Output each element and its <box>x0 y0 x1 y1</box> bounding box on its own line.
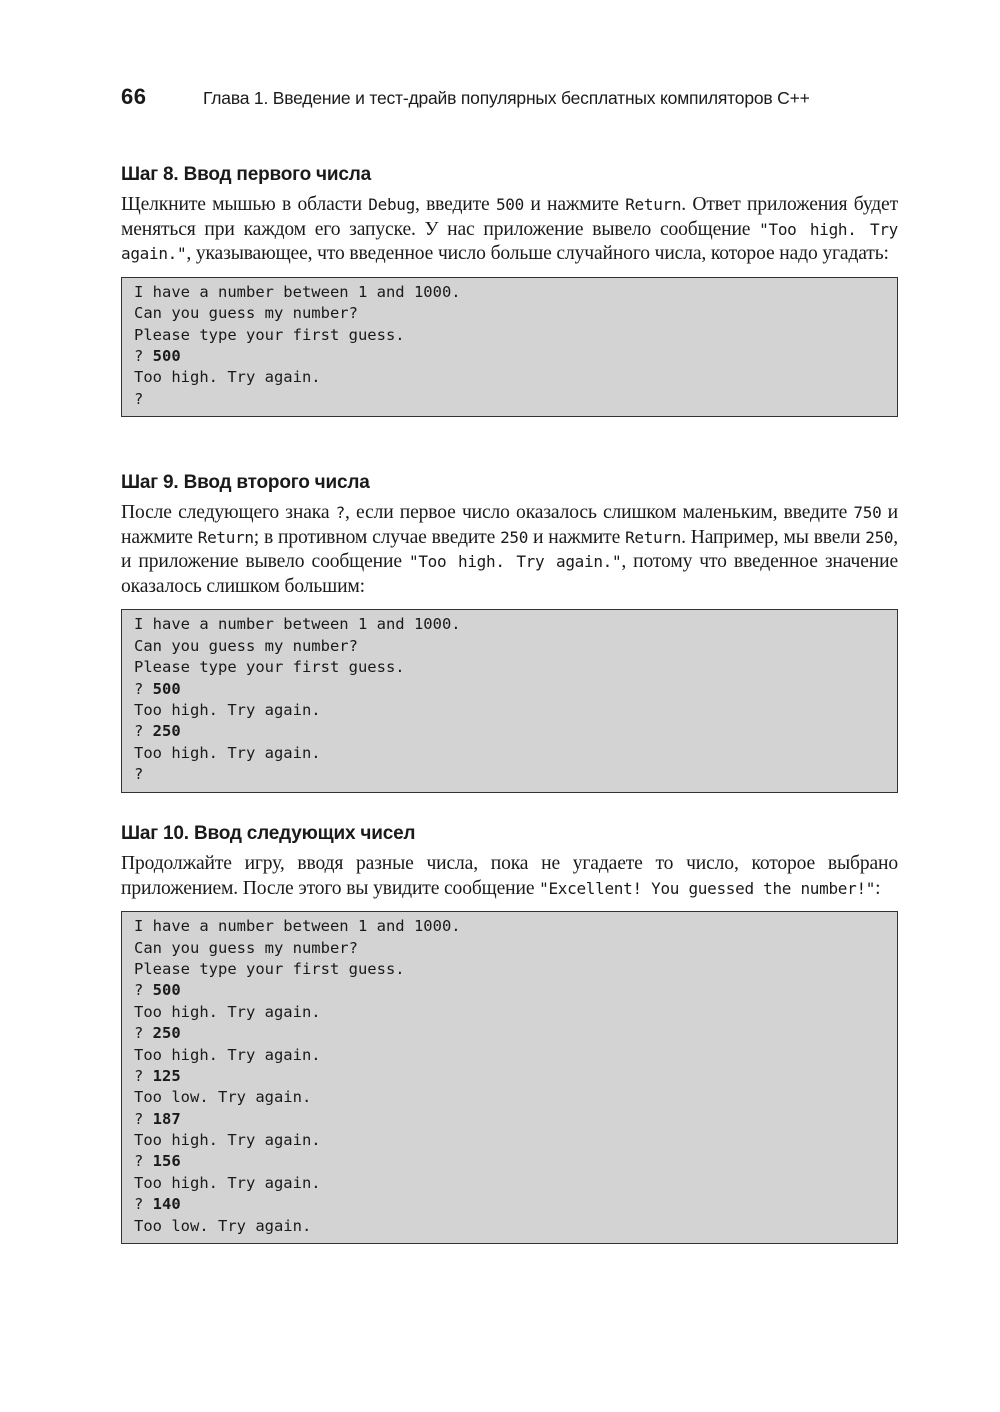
console-text: ? <box>134 1066 153 1085</box>
console-text: ? <box>134 1152 153 1171</box>
console-user-input: 500 <box>152 981 181 1000</box>
console-line <box>134 1151 885 1172</box>
console-text: Can you guess my number? <box>134 938 358 957</box>
console-text: Too high. Try again. <box>134 700 321 719</box>
step-paragraph <box>121 193 898 267</box>
paragraph-text: , если первое число оказалось слишком маленьким, введите <box>344 502 854 523</box>
console-user-input: 125 <box>152 1066 181 1085</box>
page-header <box>121 84 898 120</box>
inline-code: "Excellent! You guessed the number!" <box>539 878 876 898</box>
step-10-section <box>121 819 898 1244</box>
console-user-input: 140 <box>152 1195 181 1214</box>
console-text: ? <box>134 1109 153 1128</box>
inline-code: "Too high. Try again." <box>121 219 898 264</box>
console-line <box>134 679 885 700</box>
page-number: 66 <box>121 84 147 109</box>
console-text: Too high. Try again. <box>134 368 321 387</box>
step-title: Шаг 8. Ввод первого числа <box>121 164 371 185</box>
console-text: ? <box>134 1195 153 1214</box>
console-line <box>134 657 885 678</box>
console-text: ? <box>134 346 153 365</box>
paragraph-text: , указывающее, что введенное число больше случайного числа, которое надо угадать: <box>186 243 889 265</box>
console-text: Can you guess my number? <box>134 636 358 655</box>
paragraph-text: После следующего знака <box>121 502 336 523</box>
paragraph-text: , и приложение вывело сообщение <box>121 526 898 573</box>
console-text: I have a number between 1 and 1000. <box>134 917 461 936</box>
console-line <box>134 1130 885 1151</box>
console-line <box>134 1066 885 1087</box>
inline-code: 250 <box>865 527 894 547</box>
console-text: Too low. Try again. <box>134 1088 312 1107</box>
console-text: ? <box>134 765 144 784</box>
console-text: Please type your first guess. <box>134 658 405 677</box>
console-line <box>134 1023 885 1044</box>
inline-code: "Too high. Try again." <box>408 552 622 572</box>
book-page <box>121 84 899 1235</box>
console-line <box>134 1087 885 1108</box>
console-line <box>134 743 885 764</box>
console-text: Can you guess my number? <box>134 304 358 323</box>
step-title: Шаг 9. Ввод второго числа <box>121 472 370 493</box>
inline-code: 500 <box>495 195 524 214</box>
console-line <box>134 1173 885 1194</box>
paragraph-text: . Ответ приложения будет меняться при каждом его запуске. У нас приложение вывело сообщение <box>121 194 899 240</box>
console-line <box>134 1216 885 1237</box>
console-line <box>134 764 885 785</box>
inline-code: 750 <box>853 503 882 522</box>
console-output <box>121 609 898 792</box>
console-line <box>134 367 885 388</box>
console-user-input: 500 <box>152 346 181 365</box>
console-line <box>134 1194 885 1215</box>
console-user-input: 187 <box>152 1109 181 1128</box>
paragraph-text: и нажмите <box>523 194 626 215</box>
paragraph-text: , введите <box>414 194 496 215</box>
running-title: Глава 1. Введение и тест-драйв популярных бесплатных компиляторов С++ <box>203 88 810 108</box>
console-line <box>134 700 885 721</box>
inline-code: Debug <box>368 195 415 214</box>
console-text: Too high. Try again. <box>134 1002 321 1021</box>
console-line <box>134 389 885 410</box>
console-text: I have a number between 1 and 1000. <box>134 615 461 634</box>
console-line <box>134 721 885 742</box>
console-line <box>134 614 885 635</box>
console-text: ? <box>134 1024 153 1043</box>
console-user-input: 250 <box>152 722 181 741</box>
console-text: Too high. Try again. <box>134 1173 321 1192</box>
console-text: ? <box>134 981 153 1000</box>
step-paragraph <box>121 852 898 901</box>
paragraph-text: : <box>875 877 881 899</box>
console-line <box>134 959 885 980</box>
console-text: I have a number between 1 and 1000. <box>134 282 461 301</box>
console-line <box>134 1045 885 1066</box>
inline-code: Return <box>625 195 682 214</box>
inline-code: ? <box>335 503 345 522</box>
console-text: Please type your first guess. <box>134 959 405 978</box>
step-title: Шаг 10. Ввод следующих чисел <box>121 823 416 844</box>
console-text: ? <box>134 679 153 698</box>
paragraph-text: и нажмите <box>121 502 898 548</box>
console-user-input: 156 <box>152 1152 181 1171</box>
console-line <box>134 980 885 1001</box>
console-text: Too high. Try again. <box>134 1045 321 1064</box>
inline-code: 250 <box>500 527 529 547</box>
console-text: Too high. Try again. <box>134 743 321 762</box>
console-text: Too high. Try again. <box>134 1131 321 1150</box>
paragraph-text: Продолжайте игру, вводя разные числа, пока не угадаете то число, которое выбрано приложением. После этого вы увидите сообщение <box>121 853 898 899</box>
console-line <box>134 325 885 346</box>
console-text: ? <box>134 722 153 741</box>
inline-code: Return <box>197 527 254 547</box>
console-text: ? <box>134 389 144 408</box>
console-line <box>134 282 885 303</box>
console-line <box>134 916 885 937</box>
paragraph-text: , потому что введенное значение оказалось слишком большим: <box>121 551 898 597</box>
step-9-section <box>121 468 898 793</box>
paragraph-text: ; в противном случае введите <box>253 526 501 548</box>
console-line <box>134 1109 885 1130</box>
console-output <box>121 911 898 1244</box>
console-line <box>134 636 885 657</box>
paragraph-text: Щелкните мышью в области <box>121 194 369 215</box>
console-text: Please type your first guess. <box>134 325 405 344</box>
console-line <box>134 938 885 959</box>
console-text: Too low. Try again. <box>134 1216 312 1235</box>
console-line <box>134 346 885 367</box>
inline-code: Return <box>625 527 682 547</box>
console-line <box>134 303 885 324</box>
paragraph-text: . Например, мы ввели <box>681 526 866 548</box>
console-line <box>134 1002 885 1023</box>
step-8-section <box>121 160 898 417</box>
console-output <box>121 277 898 417</box>
paragraph-text: и нажмите <box>528 526 626 548</box>
step-paragraph <box>121 501 898 599</box>
console-user-input: 500 <box>152 679 181 698</box>
console-user-input: 250 <box>152 1024 181 1043</box>
